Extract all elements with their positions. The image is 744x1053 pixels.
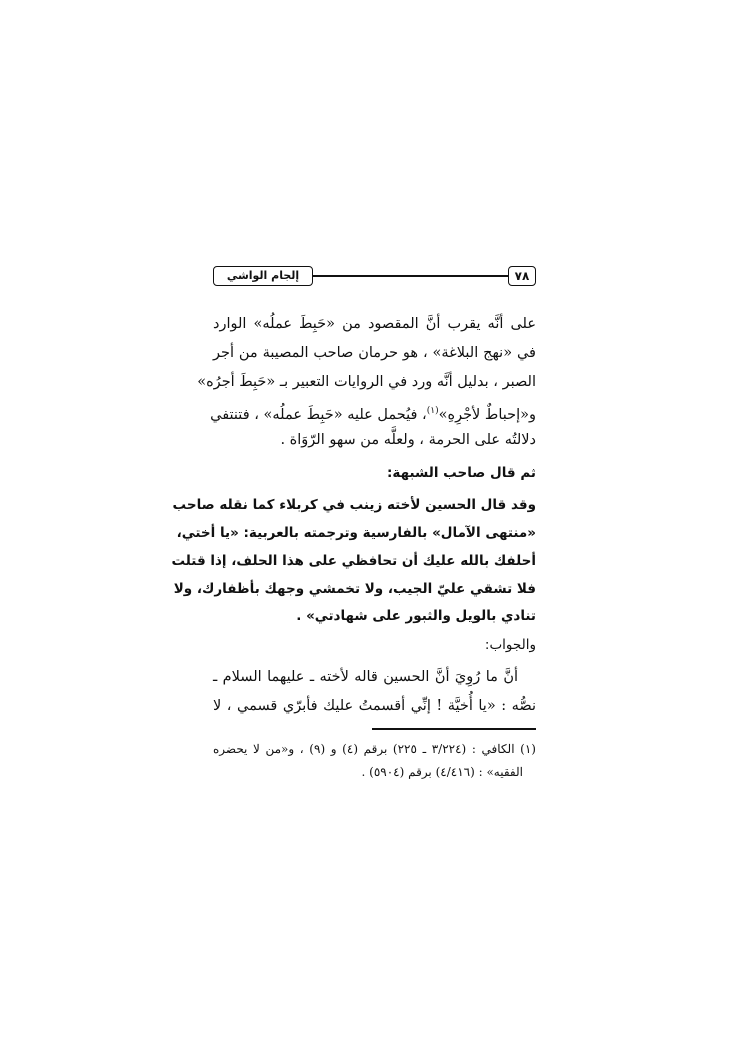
- page-number: ٧٨: [508, 266, 536, 286]
- text-line: في «نهج البلاغة» ، هو حرمان صاحب المصيبة من أجر: [213, 345, 536, 361]
- book-title: إلجام الواشي: [213, 266, 313, 286]
- quote-line: «منتهى الآمال» بالفارسية وترجمته بالعربية: «يا أختي،: [176, 525, 536, 541]
- text-line: [210, 401, 536, 425]
- text-fragment: ، فيُحمل عليه «حَبِطَ عملُه» ، فتنتفي: [210, 406, 427, 423]
- quote-line: فلا تشقي عليّ الجيب، ولا تخمشي وجهك بأظفارك، ولا: [173, 581, 536, 597]
- quote-line: أحلفك بالله عليك أن تحافظي على هذا الحلف، إذا قتلت: [171, 553, 536, 569]
- section-heading: والجواب:: [484, 637, 536, 653]
- text-fragment: و«إحباطٌ لأجْرِهِ»: [438, 406, 536, 423]
- text-line: نصُّه : «يا أُخيَّة ! إنِّي أقسمتُ عليك فأبرّي قسمي ، لا: [213, 698, 536, 714]
- text-line: أنَّ ما رُوِيَ أنَّ الحسين قاله لأخته ـ عليهما السلام ـ: [213, 669, 518, 685]
- text-line: على أنَّه يقرب أنَّ المقصود من «حَبِطَ عملُه» الوارد: [213, 316, 536, 332]
- text-line: دلالتُه على الحرمة ، ولعلَّه من سهو الرّوَاة .: [280, 432, 536, 448]
- text-line: الصبر ، بدليل أنَّه ورد في الروايات التعبير بـ «حَبِطَ أجرُه»: [197, 374, 536, 390]
- footnote-rule: [372, 728, 536, 730]
- footnote-marker: (١): [426, 406, 439, 416]
- running-header: [213, 266, 536, 286]
- quote-line: وقد قال الحسين لأخته زينب في كربلاء كما نقله صاحب: [172, 497, 536, 513]
- quote-line: تنادي بالويل والثبور على شهادتي» .: [296, 608, 536, 624]
- section-heading: ثم قال صاحب الشبهة:: [387, 465, 536, 481]
- footnote-line: الفقيه» : (٤/٤١٦) برقم (٥٩٠٤) .: [361, 765, 523, 779]
- footnote-line: (١) الكافي : (٣/٢٢٤ ـ ٢٢٥) برقم (٤) و (٩) ، و«من لا يحضره: [213, 742, 536, 756]
- header-rule: [313, 275, 508, 277]
